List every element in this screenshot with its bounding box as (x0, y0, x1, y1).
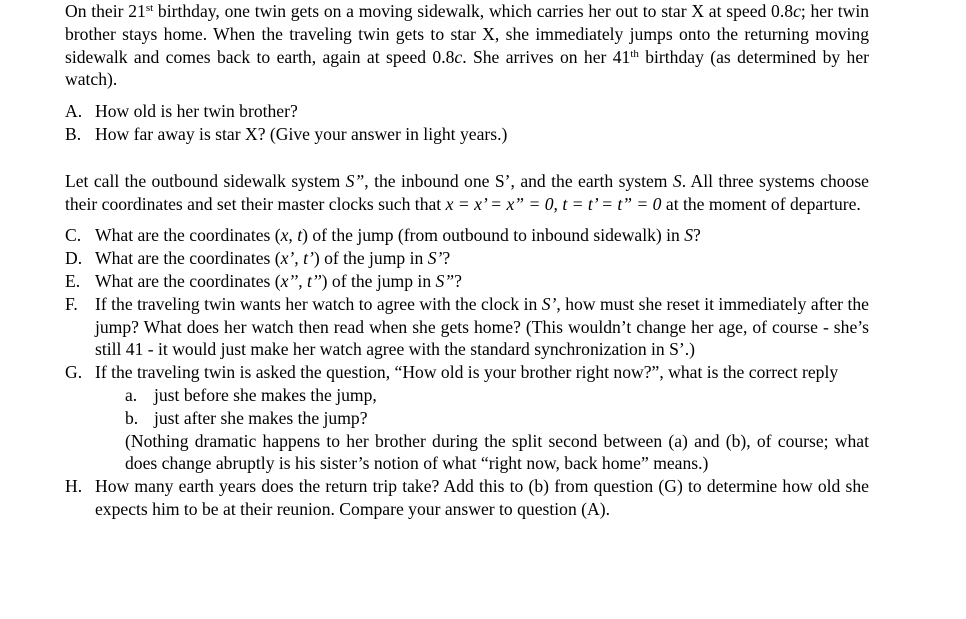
system-s: S (672, 170, 682, 191)
question-text: How many earth years does the return trip take? Add this to (b) from question (G) to determine how old she expects him to be at their reunion. Compare your answer to question (A). (95, 476, 869, 519)
question-text: If the traveling twin wants her watch to agree with the clock in (95, 293, 542, 314)
system-label: S’ (427, 248, 443, 269)
coords-x-prime: x’, t’ (280, 248, 314, 269)
question-letter: H. (65, 476, 83, 497)
intro-text-2: birthday, one twin gets on a moving sidewalk, which carries her out to star X at speed 0.8 (153, 1, 794, 21)
question-a (65, 100, 869, 123)
sub-question-text: just after she makes the jump? (154, 407, 368, 428)
note-text: (Nothing dramatic happens to her brother during the split second between (a) and (b), of course; what does change abruptly is his sister’s notion of what “right now, back home” means.) (125, 430, 869, 474)
system-label: S (684, 225, 694, 246)
initial-conditions-equation: x = x’ = x” = 0, t = t’ = t” = 0 (445, 193, 662, 214)
question-text: What are the coordinates ( (95, 270, 281, 291)
question-list-2 (65, 224, 869, 520)
intro-text-5: birthday (as determined by her watch). (65, 46, 869, 90)
speed-c-1: c (793, 1, 801, 21)
question-text: What are the coordinates ( (95, 225, 281, 246)
intro-text-1: On their 21 (65, 1, 146, 21)
sub-question-text: just before she makes the jump, (154, 384, 377, 405)
question-list-1 (65, 100, 869, 146)
question-b (65, 123, 869, 146)
question-text: How old is her twin brother? (95, 101, 298, 122)
question-text: , how must she reset it immediately after the jump? What does her watch then read when she gets home? (This wouldn’t change her age, of course - she’s still 41 - it would just make her watch agree with the standard synchronization in S’.) (95, 293, 869, 360)
setup-text-4: at the moment of departure. (661, 193, 861, 214)
system-label: S’ (541, 293, 557, 314)
question-text: ? (442, 248, 451, 269)
coords-x-double-prime: x’’, t’’ (280, 270, 322, 291)
intro-paragraph (65, 0, 869, 91)
question-c (65, 224, 869, 247)
intro-sup-st: st (145, 2, 154, 14)
sub-question-b (125, 407, 869, 430)
question-text: ? (454, 270, 462, 291)
sub-question-note (125, 430, 869, 476)
question-text: What are the coordinates ( (95, 248, 281, 269)
setup-text-2: , the inbound one S’, and the earth system (364, 170, 673, 191)
question-letter: D. (65, 248, 83, 269)
question-letter: F. (65, 293, 78, 314)
question-text: ) of the jump in (321, 270, 436, 291)
coords-x-t: x, t (280, 225, 303, 246)
system-s-double-prime: S” (345, 170, 365, 191)
question-h (65, 475, 869, 521)
setup-text-1: Let call the outbound sidewalk system (65, 170, 346, 191)
sub-question-letter: b. (125, 407, 139, 428)
problem-document (65, 0, 869, 521)
question-letter: G. (65, 362, 83, 383)
question-letter: C. (65, 225, 82, 246)
question-text: If the traveling twin is asked the question, “How old is your brother right now?”, what is the correct reply (95, 362, 839, 383)
sub-question-a (125, 384, 869, 407)
intro-text-3: ; her twin brother stays home. When the traveling twin gets to star X, she immediately jumps onto the returning moving sidewalk and comes back to earth, again at speed 0.8 (65, 1, 870, 67)
question-d (65, 247, 869, 270)
speed-c-2: c (454, 46, 463, 67)
question-f (65, 293, 869, 361)
question-text: ? (693, 225, 701, 246)
system-label: S” (435, 270, 455, 291)
question-g (65, 361, 869, 475)
sub-question-list (65, 384, 869, 475)
sub-question-letter: a. (125, 384, 138, 405)
question-text: ) of the jump (from outbound to inbound sidewalk) in (302, 225, 685, 246)
setup-text-3: . All three systems choose their coordinates and set their master clocks such that (65, 170, 869, 214)
question-text: ) of the jump in (313, 248, 428, 269)
question-letter: A. (65, 101, 83, 122)
question-letter: E. (65, 270, 81, 291)
intro-sup-th: th (630, 47, 639, 60)
question-e (65, 270, 869, 293)
intro-text-4: . She arrives on her 41 (462, 46, 631, 67)
setup-paragraph (65, 170, 869, 216)
question-letter: B. (65, 123, 82, 144)
question-text: How far away is star X? (Give your answer in light years.) (95, 123, 508, 144)
